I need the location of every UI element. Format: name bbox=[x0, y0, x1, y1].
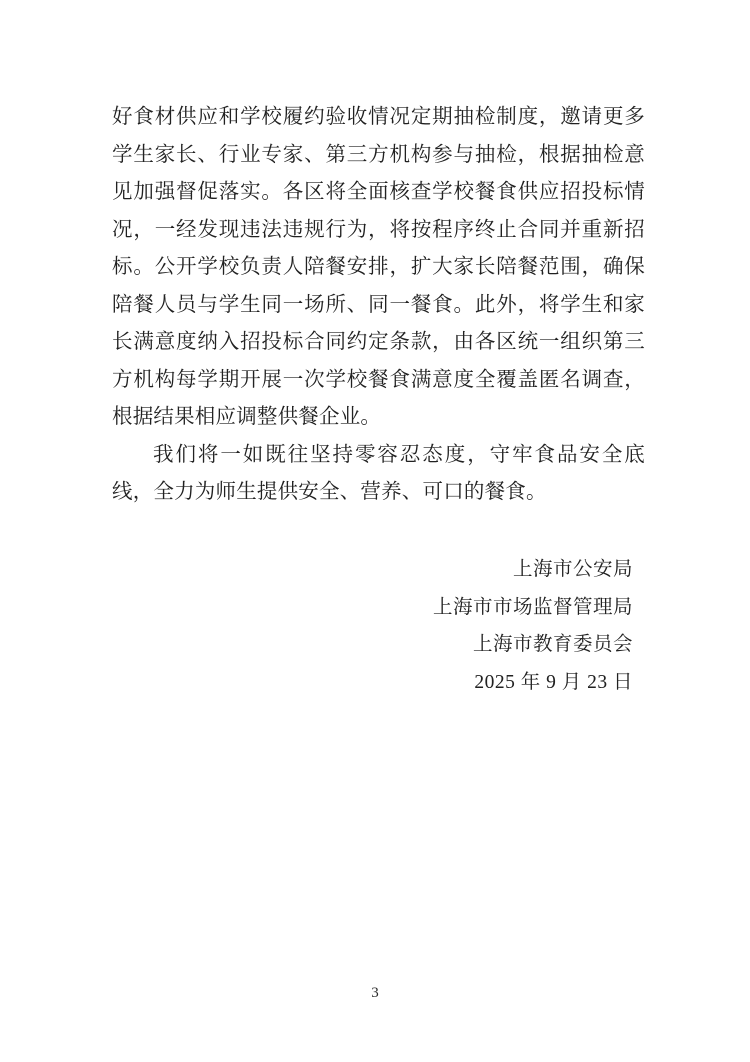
document-body bbox=[112, 99, 645, 512]
signature-date: 2025 年 9 月 23 日 bbox=[474, 671, 633, 693]
signature-org-public-security-bureau: 上海市公安局 bbox=[512, 559, 633, 580]
signature-org-market-regulation-bureau: 上海市市场监督管理局 bbox=[432, 596, 633, 618]
paragraph-continued: 好食材供应和学校履约验收情况定期抽检制度，邀请更多学生家长、行业专家、第三方机构参与抽检，根据抽检意见加强督促落实。各区将全面核查学校餐食供应招投标情况，一经发现违法违规行为，将按程序终止合同并重新招标。公开学校负责人陪餐安排，扩大家长陪餐范围，确保陪餐人员与学生同一场所、同一餐食。此外，将学生和家长满意度纳入招投标合同约定条款，由各区统一组织第三方机构每学期开展一次学校餐食满意度全覆盖匿名调查，根据结果相应调整供餐企业。 bbox=[112, 106, 645, 428]
signature-org-education-commission: 上海市教育委员会 bbox=[472, 634, 633, 656]
paragraph-closing: 我们将一如既往坚持零容忍态度，守牢食品安全底线，全力为师生提供安全、营养、可口的餐食。 bbox=[112, 443, 645, 503]
signature-block bbox=[433, 551, 633, 701]
page-number: 3 bbox=[371, 985, 379, 1001]
